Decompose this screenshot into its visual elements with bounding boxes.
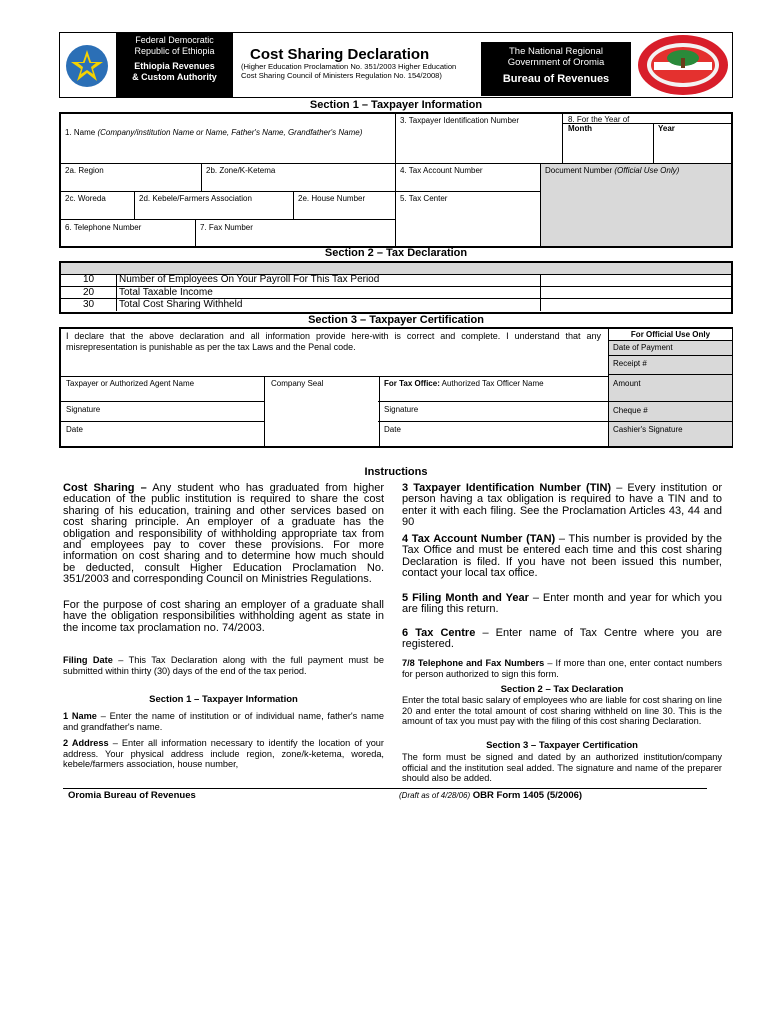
filing-date-term: Filing Date: [63, 655, 113, 665]
form-title: Cost Sharing Declaration: [250, 46, 430, 63]
fax-cell[interactable]: [196, 220, 396, 246]
docnum-label: Document Number: [545, 166, 613, 175]
company-seal-label: Company Seal: [271, 379, 324, 388]
official-item[interactable]: Cashier's Signature: [613, 425, 683, 434]
name-cell[interactable]: [61, 114, 396, 164]
official-item[interactable]: Cheque #: [609, 403, 732, 422]
tax-office-bold: For Tax Office:: [384, 379, 440, 388]
month-text: – Enter month and year for which you are filing this return.: [402, 592, 722, 616]
federal-org-line1: Federal Democratic: [135, 35, 214, 45]
year-for-cell: [563, 114, 731, 164]
tax-office-text: Authorized Tax Officer Name: [441, 379, 544, 388]
footer-right: [399, 790, 582, 801]
line-description: Total Taxable Income: [119, 287, 213, 298]
section1-table: [59, 112, 733, 248]
section1-title: Section 1 – Taxpayer Information: [309, 99, 483, 111]
line-10-amount[interactable]: [540, 274, 732, 286]
centre-text: – Enter name of Tax Centre where you are registered.: [402, 627, 722, 651]
tax-office-label: [384, 379, 544, 388]
phone-text: – If more than one, enter contact numbers for person authorized to sign this form.: [402, 658, 723, 679]
sec2-instruction: Enter the total basic salary of employees who are liable for cost sharing on line 20 and enter the total amount of cost sharing withheld on line 30. This is the amount of tax you must pay with the filing of this cost sharing Declaration.: [402, 695, 722, 727]
name-text: – Enter the name of institution or of individual name, father's name and grandfather's name.: [63, 711, 385, 732]
decl-row-10: [61, 274, 731, 287]
docnum-hint: (Official Use Only): [614, 166, 680, 175]
fax-label: 7. Fax Number: [200, 223, 253, 232]
date-label: Date: [66, 425, 83, 434]
taxcenter-label: 5. Tax Center: [400, 194, 448, 203]
line-20-amount[interactable]: [540, 287, 732, 298]
address-text: – Enter all information necessary to identify the location of your address. Your physical address include region, zone/k-ketema, woreda, kebele/farmers association, house number,: [63, 738, 384, 770]
kebele-label: 2d. Kebele/Farmers Association: [139, 194, 252, 203]
officer-date-label: Date: [384, 425, 401, 434]
official-item[interactable]: Amount: [609, 376, 732, 402]
house-label: 2e. House Number: [298, 194, 366, 203]
official-use-title: For Official Use Only: [609, 329, 732, 341]
line-description: Number of Employees On Your Payroll For This Tax Period: [119, 274, 380, 285]
month-label: Month: [568, 124, 592, 133]
section3-title: Section 3 – Taxpayer Certification: [308, 314, 484, 326]
tin-text: – Every institution or person having a tax obligation is required to have a TIN and to enter it with each filing. See the Proclamation Articles 43, 44 and 90: [402, 482, 723, 529]
phone-term: 7/8 Telephone and Fax Numbers: [402, 658, 545, 668]
instr-sec3-heading: Section 3 – Taxpayer Certification: [486, 740, 638, 751]
house-cell[interactable]: [294, 192, 396, 220]
form-subtitle: (Higher Education Proclamation No. 351/2003 Higher Education Cost Sharing Council of Ministers Regulation No. 154/2008): [241, 62, 457, 80]
oromia-line1: The National Regional: [508, 46, 603, 57]
tan-label: 4. Tax Account Number: [400, 166, 483, 175]
decl-row-20: [61, 287, 731, 299]
oromia-emblem: [636, 34, 730, 96]
tin-instruction: [402, 483, 722, 529]
tan-cell[interactable]: [396, 164, 541, 192]
address-instruction: [63, 738, 384, 770]
official-item[interactable]: Receipt #: [609, 357, 732, 375]
taxcenter-cell[interactable]: [396, 192, 541, 246]
phone-cell[interactable]: [61, 220, 196, 246]
tin-term: 3 Taxpayer Identification Number (TIN): [402, 482, 612, 494]
woreda-label: 2c. Woreda: [65, 194, 106, 203]
bureau-title: Bureau of Revenues: [502, 73, 610, 85]
month-term: 5 Filing Month and Year: [402, 592, 529, 604]
phone-label: 6. Telephone Number: [65, 223, 142, 232]
cost-sharing-term: Cost Sharing –: [63, 482, 147, 494]
name-instruction: [63, 711, 384, 732]
agency-line1: Ethiopia Revenues: [134, 61, 215, 71]
oromia-line2: Government of Oromia: [507, 57, 605, 68]
purpose-paragraph: For the purpose of cost sharing an employer of a graduate shall have the obligation responsibilities withholding agent as state in the income tax proclamation no. 74/2003.: [63, 599, 384, 634]
section2-title: Section 2 – Tax Declaration: [324, 247, 468, 259]
line-number: 30: [61, 299, 117, 311]
decl-row-30: [61, 299, 731, 311]
footer-form: OBR Form 1405 (5/2006): [472, 790, 583, 801]
agency-line2: & Custom Authority: [132, 72, 217, 82]
instructions-title: Instructions: [364, 466, 428, 478]
line-number: 20: [61, 287, 117, 298]
zone-label: 2b. Zone/K-Ketema: [206, 166, 276, 175]
officer-signature-label: Signature: [384, 405, 419, 414]
company-seal-area[interactable]: [264, 376, 380, 448]
year-for-label: 8. For the Year of: [568, 115, 630, 124]
line-description: Total Cost Sharing Withheld: [119, 299, 243, 310]
cost-sharing-paragraph: [63, 483, 384, 586]
section3-table: [59, 327, 733, 448]
region-label: 2a. Region: [65, 166, 104, 175]
federal-emblem: [64, 42, 110, 90]
footer-left: Oromia Bureau of Revenues: [68, 790, 196, 801]
signature-label: Signature: [66, 405, 101, 414]
cost-sharing-text: Any student who has graduated from higher education of the public institution is required to share the cost sharing of his education, training and other services based on cost sharing principle. An employer of a graduate has the obligation and responsibility of withholding appropriate tax from and employees pay to cover these provisions. For more information on cost sharing and to determine how much should be deducted, consult Higher Education Proclamation No. 351/2003 and corresponding Council on Ministries Regulations.: [63, 482, 385, 586]
year-label: Year: [658, 124, 675, 133]
name-term: 1 Name: [63, 711, 97, 721]
declaration-text: I declare that the above declaration and all information provide here-with is correct and complete. I understand that any misrepresentation is punishable as per the tax Laws and the Penal code.: [66, 331, 601, 352]
name-hint: (Company/institution Name or Name, Father's Name, Grandfather's Name): [97, 128, 363, 137]
oromia-org-box: [481, 42, 631, 96]
instr-sec1-heading: Section 1 – Taxpayer Information: [149, 694, 298, 705]
official-use-panel: [608, 329, 732, 446]
filing-date-paragraph: [63, 655, 384, 676]
tan-text: – This number is provided by the Tax Office and must be entered each time and this cost sharing Declaration is filed. If you have not been issued this number, contact your local tax office.: [402, 533, 722, 580]
name-label: 1. Name: [65, 128, 96, 137]
filing-date-text: – This Tax Declaration along with the full payment must be submitted within thirty (30) days of the end of the tax period.: [63, 655, 384, 676]
tin-cell[interactable]: [396, 114, 563, 164]
instr-sec2-heading: Section 2 – Tax Declaration: [500, 684, 624, 695]
tin-label: 3. Taxpayer Identification Number: [400, 116, 520, 125]
centre-instruction: [402, 628, 722, 651]
phone-instruction: [402, 658, 722, 679]
footer-rule: [63, 788, 707, 789]
federal-org-box: [116, 32, 233, 98]
line-number: 10: [61, 274, 117, 286]
agent-name-label: Taxpayer or Authorized Agent Name: [66, 379, 195, 388]
zone-cell[interactable]: [202, 164, 396, 192]
oromia-seal-icon: [636, 34, 730, 96]
official-item[interactable]: Date of Payment: [609, 341, 732, 356]
centre-term: 6 Tax Centre: [402, 627, 476, 639]
woreda-cell[interactable]: [61, 192, 135, 220]
address-term: 2 Address: [63, 738, 109, 748]
line-30-amount[interactable]: [540, 299, 732, 311]
federal-org-line2: Republic of Ethiopia: [134, 46, 215, 56]
kebele-cell[interactable]: [135, 192, 294, 220]
tan-instruction: [402, 534, 722, 580]
sec3-instruction: The form must be signed and dated by an authorized institution/company official and the institution seal added. The signature and name of the preparer should also be added.: [402, 752, 722, 784]
footer-draft: (Draft as of 4/28/06): [399, 791, 471, 800]
ethiopia-star-icon: [64, 42, 110, 90]
section2-table: [59, 261, 733, 314]
month-instruction: [402, 593, 722, 616]
tan-term: 4 Tax Account Number (TAN): [402, 533, 556, 545]
docnum-cell: [541, 164, 731, 246]
region-cell[interactable]: [61, 164, 202, 192]
